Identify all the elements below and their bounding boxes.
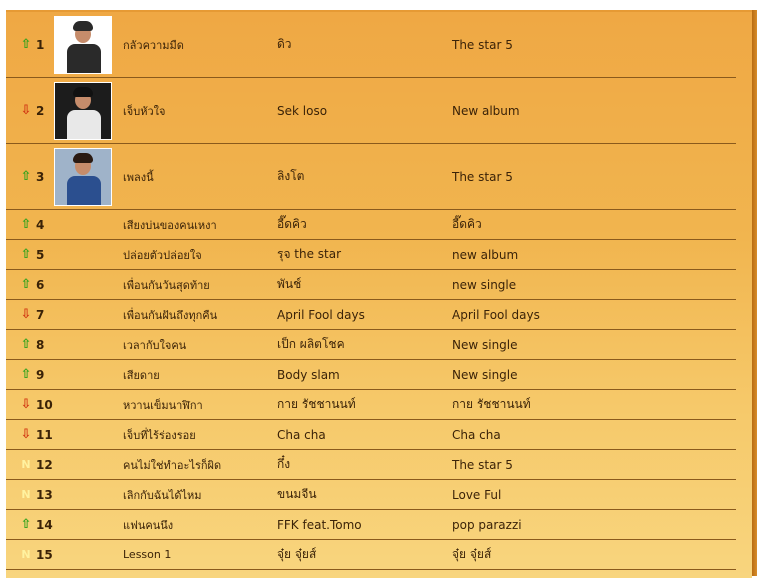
rank-number: 15 xyxy=(36,547,53,562)
table-row[interactable] xyxy=(6,360,736,390)
table-row[interactable] xyxy=(6,330,736,360)
album-cover-sek-loso-image[interactable] xyxy=(54,82,112,140)
artist-name[interactable]: ดิว xyxy=(277,37,292,51)
album-name[interactable]: The star 5 xyxy=(452,457,513,472)
thumbnail-cell xyxy=(54,144,114,209)
table-row[interactable] xyxy=(6,300,736,330)
album-name[interactable]: new single xyxy=(452,277,517,292)
trend-up-icon: ⇧ xyxy=(20,37,32,52)
table-row[interactable] xyxy=(6,480,736,510)
artist-name[interactable]: รุจ the star xyxy=(277,247,342,261)
rank-number: 12 xyxy=(36,457,53,472)
singer-portrait-1-image[interactable] xyxy=(54,16,112,74)
trend-down-icon: ⇩ xyxy=(20,427,32,442)
thumbnail-cell xyxy=(54,12,114,77)
rank-number: 9 xyxy=(36,367,45,382)
chart-panel xyxy=(6,10,752,578)
album-name[interactable]: new album xyxy=(452,247,519,262)
album-name[interactable]: The star 5 xyxy=(452,37,513,52)
artist-name[interactable]: ลิงโต xyxy=(277,169,305,183)
trend-up-icon: ⇧ xyxy=(20,247,32,262)
rank-number: 6 xyxy=(36,277,45,292)
trend-up-icon: ⇧ xyxy=(20,367,32,382)
singer-portrait-3-image[interactable] xyxy=(54,148,112,206)
album-name[interactable]: pop parazzi xyxy=(452,517,522,532)
artist-name[interactable]: เป็ก ผลิตโชค xyxy=(277,337,345,351)
rank-number: 13 xyxy=(36,487,53,502)
artist-name[interactable]: FFK feat.Tomo xyxy=(277,517,362,532)
chart-rows xyxy=(6,12,736,570)
artist-name[interactable]: พันช์ xyxy=(277,277,302,291)
artist-name[interactable]: Sek loso xyxy=(277,103,328,118)
trend-up-icon: ⇧ xyxy=(20,337,32,352)
table-row[interactable] xyxy=(6,390,736,420)
rank-number: 2 xyxy=(36,103,45,118)
table-row[interactable] xyxy=(6,12,736,78)
table-row[interactable] xyxy=(6,210,736,240)
song-title[interactable]: เลิกกับฉันได้ไหม xyxy=(123,488,202,502)
rank-number: 4 xyxy=(36,217,45,232)
rank-number: 14 xyxy=(36,517,53,532)
table-row[interactable] xyxy=(6,450,736,480)
artist-name[interactable]: ขนมจีน xyxy=(277,487,317,501)
trend-new-icon: N xyxy=(21,548,31,561)
artist-name[interactable]: กาย รัชชานนท์ xyxy=(277,397,356,411)
table-row[interactable] xyxy=(6,270,736,300)
thumbnail-cell xyxy=(54,78,114,143)
song-title[interactable]: ปล่อยตัวปล่อยใจ xyxy=(123,248,202,262)
song-title[interactable]: Lesson 1 xyxy=(123,548,172,561)
table-row[interactable] xyxy=(6,510,736,540)
rank-number: 5 xyxy=(36,247,45,262)
rank-number: 10 xyxy=(36,397,53,412)
trend-new-icon: N xyxy=(21,488,31,501)
album-name[interactable]: อี๊ดคิว xyxy=(452,217,482,231)
artist-name[interactable]: Cha cha xyxy=(277,427,326,442)
trend-up-icon: ⇧ xyxy=(20,169,32,184)
album-name[interactable]: กาย รัชชานนท์ xyxy=(452,397,531,411)
song-title[interactable]: หวานเข็มนาฬิกา xyxy=(123,398,203,412)
trend-new-icon: N xyxy=(21,458,31,471)
trend-up-icon: ⇧ xyxy=(20,217,32,232)
table-row[interactable] xyxy=(6,540,736,570)
artist-name[interactable]: Body slam xyxy=(277,367,340,382)
trend-down-icon: ⇩ xyxy=(20,307,32,322)
song-title[interactable]: กลัวความมืด xyxy=(123,38,184,52)
table-row[interactable] xyxy=(6,144,736,210)
album-name[interactable]: New single xyxy=(452,367,518,382)
album-name[interactable]: Love Ful xyxy=(452,487,502,502)
song-title[interactable]: เสียงบ่นของคนเหงา xyxy=(123,218,217,232)
artist-name[interactable]: กึ๋ง xyxy=(277,457,291,471)
song-title[interactable]: เพื่อนกันวันสุดท้าย xyxy=(123,278,210,292)
song-title[interactable]: เพลงนี้ xyxy=(123,170,154,184)
album-name[interactable]: New single xyxy=(452,337,518,352)
song-title[interactable]: แฟนคนนึง xyxy=(123,518,174,532)
song-title[interactable]: คนไม่ใช่ทำอะไรก็ผิด xyxy=(123,458,222,472)
rank-number: 3 xyxy=(36,169,45,184)
song-title[interactable]: เจ็บที่ไร้ร่องรอย xyxy=(123,428,196,442)
trend-down-icon: ⇩ xyxy=(20,397,32,412)
song-title[interactable]: เพื่อนกันฝันถึงทุกคืน xyxy=(123,308,218,322)
table-row[interactable] xyxy=(6,78,736,144)
artist-name[interactable]: April Fool days xyxy=(277,307,365,322)
song-title[interactable]: เวลากับใจคน xyxy=(123,338,187,352)
song-title[interactable]: เจ็บหัวใจ xyxy=(123,104,166,118)
song-title[interactable]: เสียดาย xyxy=(123,368,160,382)
trend-down-icon: ⇩ xyxy=(20,103,32,118)
rank-number: 8 xyxy=(36,337,45,352)
artist-name[interactable]: อี๊ดคิว xyxy=(277,217,307,231)
trend-up-icon: ⇧ xyxy=(20,277,32,292)
album-name[interactable]: จุ๋ย จุ๋ยส์ xyxy=(452,547,492,561)
rank-number: 7 xyxy=(36,307,45,322)
table-row[interactable] xyxy=(6,240,736,270)
album-name[interactable]: New album xyxy=(452,103,520,118)
album-name[interactable]: April Fool days xyxy=(452,307,540,322)
trend-up-icon: ⇧ xyxy=(20,517,32,532)
artist-name[interactable]: จุ๋ย จุ๋ยส์ xyxy=(277,547,317,561)
album-name[interactable]: Cha cha xyxy=(452,427,501,442)
panel-shadow xyxy=(752,10,757,576)
rank-number: 1 xyxy=(36,37,45,52)
album-name[interactable]: The star 5 xyxy=(452,169,513,184)
rank-number: 11 xyxy=(36,427,53,442)
table-row[interactable] xyxy=(6,420,736,450)
